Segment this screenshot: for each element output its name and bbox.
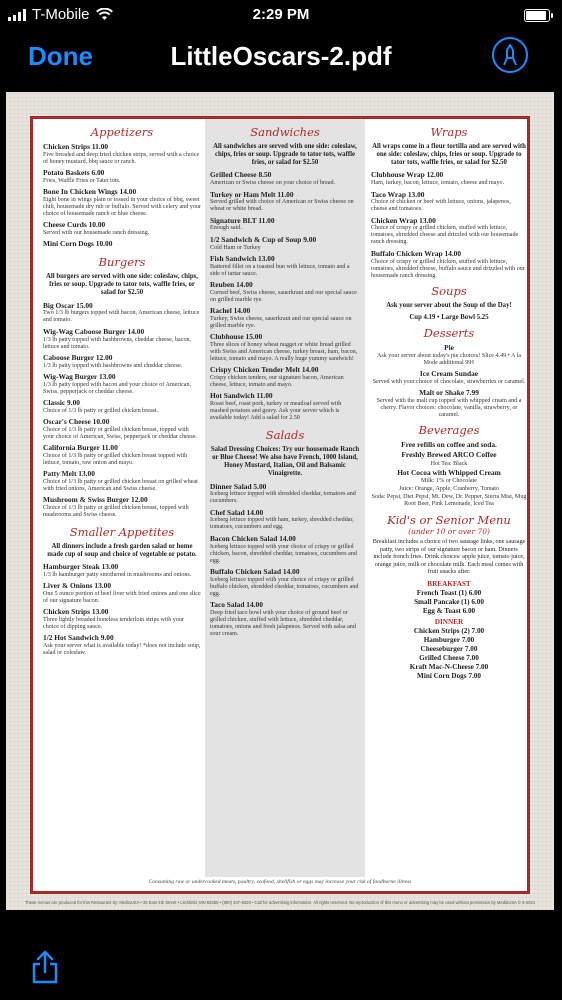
menu-item-name: Bacon Chicken Salad 14.00 <box>210 533 296 543</box>
menu-column-right <box>371 123 527 681</box>
menu-item-description: Iceberg lettuce topped with your choice of crispy or grilled buffalo chicken, shredded cheddar, tomatoes, cucumbers and egg. <box>210 576 359 597</box>
kids-breakfast-list <box>371 589 527 616</box>
sandwiches-title: Sandwiches <box>250 125 320 139</box>
menu-item-name: Signature BLT 11.00 <box>210 215 275 225</box>
kids-menu-subtitle: (under 10 or over 70) <box>408 527 490 537</box>
menu-item-description: Ham, turkey, bacon, lettuce, tomato, cheese and mayo. <box>371 180 505 187</box>
menu-item-description: Corned beef, Swiss cheese, sauerkraut and our special sauce on grilled marble rye. <box>210 289 357 303</box>
nav-bar <box>0 32 562 82</box>
menu-item <box>43 240 201 249</box>
menu-item-name: Mini Corn Dogs 10.00 <box>43 239 113 249</box>
menu-item <box>43 143 201 166</box>
menu-item-description: Choice of crispy or grilled chicken, stuffed with lettuce, tomatoes, shredded cheese, buffalo sauce and drizzled with our housemade ranch dressing. <box>371 258 525 279</box>
menu-item <box>43 418 201 441</box>
smaller-appetites-subtitle: All dinners include a fresh garden salad or home made cup of soup and choice of vegetable or potato. <box>47 542 197 559</box>
menu-item <box>210 535 360 565</box>
menu-item <box>43 582 201 605</box>
menu-item-description: Served grilled with choice of American or Swiss cheese on wheat or white bread. <box>210 199 354 213</box>
menu-card <box>30 116 530 894</box>
menu-item-description: Choice of 1/3 lb patty or grilled chicken breast on grilled wheat with fried onions, American and Swiss cheese. <box>43 478 198 492</box>
menu-item <box>371 344 527 367</box>
status-time: 2:29 PM <box>252 6 310 23</box>
menu-item-name: Clubhouse 15.00 <box>210 331 263 341</box>
menu-item <box>210 568 360 598</box>
menu-item-name: Caboose Burger 12.00 <box>43 352 113 362</box>
menu-item-description: Choice of 1/3 lb patty or grilled chicken breast, topped with your choice of American, Swiss, pepperjack or cheddar cheese. <box>43 426 198 440</box>
salads-list <box>210 483 360 638</box>
kids-dinner-item: Kraft Mac-N-Cheese 7.00 <box>409 662 489 671</box>
menu-item-description: Eight bone in wings plain or tossed in your choice of bbq, sweet chili, housemade dry rub or buffalo. Served with celery and your choice of housemade ranch or blue cheese. <box>43 197 201 217</box>
kids-dinner-list <box>371 627 527 681</box>
menu-item-name: Grilled Cheese 8.50 <box>210 170 272 180</box>
menu-item <box>43 444 201 467</box>
menu-item <box>210 483 360 506</box>
menu-item <box>43 169 201 185</box>
menu-column-middle <box>205 119 365 877</box>
menu-item-description: Two 1/3 lb burgers topped with bacon, American cheese, lettuce and tomato. <box>43 310 200 324</box>
food-safety-note: Consuming raw or undercooked meats, poultry, seafood, shellfish or eggs may increase your risk of foodborne illness <box>148 879 412 885</box>
legal-footer: These menus are produced for this Restaurant by: MediaUSA • 35 East 4th Street • Litchfield, MN 55355 • (800) 347-8526 • Call for advertising information. All rights reserved. No reproduction of this menu or advertising may be used without permission by MediaUSA © 9-2021 <box>24 900 536 905</box>
menu-item-name: Big Oscar 15.00 <box>43 300 93 310</box>
menu-item-name: Chef Salad 14.00 <box>210 507 264 517</box>
menu-item-name: Reuben 14.00 <box>210 279 253 289</box>
menu-item-name: Crispy Chicken Tender Melt 14.00 <box>210 364 319 374</box>
menu-item-description: 1/3 lb patty topped with bacon and your choice of American, Swiss, pepperjack or cheddar cheese. <box>43 381 192 395</box>
desserts-title: Desserts <box>423 325 475 340</box>
menu-item-name: Potato Baskets 6.00 <box>43 168 105 178</box>
menu-item-description: Battered fillet on a toasted bun with lettuce, tomato and a side of tartar sauce. <box>210 263 350 277</box>
menu-item-description: Enough said. <box>210 225 242 232</box>
beverage-line: Freshly Brewed ARCO Coffee <box>401 449 497 459</box>
menu-item-description: Choice of 1/3 lb patty or grilled chicken breast topped with lettuce, tomato, raw onion and mayo. <box>43 452 188 466</box>
menu-item <box>43 399 201 415</box>
kids-breakfast-item: Small Pancake (1) 6.00 <box>414 597 484 606</box>
share-icon <box>30 950 60 984</box>
smaller-appetites-list <box>43 563 201 657</box>
menu-item <box>43 354 201 370</box>
menu-item-name: Wig-Wag Caboose Burger 14.00 <box>43 326 145 336</box>
menu-item <box>210 366 360 389</box>
menu-item <box>371 191 527 214</box>
kids-breakfast-item: Egg & Toast 6.00 <box>422 606 476 615</box>
menu-item-name: Hamburger Steak 13.00 <box>43 562 119 572</box>
menu-item-name: Rachel 14.00 <box>210 305 251 315</box>
menu-item-description: One 5 ounce portion of beef liver with fried onions and one slice of our signature bacon. <box>43 591 201 605</box>
beverage-line: Hot Tea: Black <box>430 460 468 467</box>
menu-item-name: Turkey or Ham Melt 11.00 <box>210 189 294 199</box>
burgers-list <box>43 302 201 519</box>
soups-line-2: Cup 4.19 • Large Bowl 5.25 <box>409 313 489 321</box>
menu-item <box>210 171 360 187</box>
battery-icon <box>524 9 550 22</box>
menu-item-name: Taco Salad 14.00 <box>210 599 263 609</box>
menu-item-name: Malt or Shake 7.99 <box>419 387 479 397</box>
menu-item <box>43 496 201 519</box>
menu-item <box>43 328 201 351</box>
menu-item <box>210 191 360 214</box>
menu-item-name: Buffalo Chicken Salad 14.00 <box>210 566 300 576</box>
menu-item-description: Choice of chicken or beef with lettuce, onions, jalapenos, cheese and tomatoes. <box>371 199 511 213</box>
soups-title: Soups <box>431 283 467 298</box>
wraps-list <box>371 171 527 279</box>
document-title: LittleOscars-2.pdf <box>170 41 392 71</box>
beverage-line: Hot Cocoa with Whipped Cream <box>397 467 501 477</box>
menu-item-description: Choice of crispy or grilled chicken, stuffed with lettuce, tomatoes, shredded cheese and drizzled with our housemade ranch dressing. <box>371 225 519 246</box>
kids-dinner-item: Grilled Cheese 7.00 <box>419 653 479 662</box>
menu-item <box>210 217 360 233</box>
wraps-subtitle: All wraps come in a flour tortilla and are served with one side: coleslaw, chips, fries or soup. Upgrade to tator tots, waffle fries, or salad for $2.50 <box>372 143 526 167</box>
menu-item-name: Cheese Curds 10.00 <box>43 220 106 230</box>
menu-item <box>210 509 360 532</box>
menu-item-description: Ask your server about today's pie choices! Slice 4.49 • A la Mode additional 99¢ <box>376 352 522 366</box>
menu-item-description: Roast beef, roast pork, turkey or meatloaf served with mashed potatoes and gravy. Ask your server which is available today! Add a salad for 2.50 <box>210 400 342 421</box>
dinner-label: DINNER <box>434 617 464 626</box>
wraps-title: Wraps <box>430 125 468 139</box>
desserts-list <box>371 344 527 419</box>
kids-dinner-item: Hamburger 7.00 <box>423 635 475 644</box>
menu-item-name: Chicken Wrap 13.00 <box>371 215 436 225</box>
beverages-title: Beverages <box>418 422 480 437</box>
markup-pen-icon <box>500 44 520 66</box>
menu-item-name: 1/2 Sandwich & Cup of Soup 9.00 <box>210 234 317 244</box>
menu-item-name: Taco Wrap 13.00 <box>371 189 425 199</box>
menu-item <box>210 601 360 638</box>
menu-item <box>43 634 201 657</box>
menu-item-description: 1/3 lb patty topped with hashbrowns, cheddar cheese, bacon, lettuce and tomato. <box>43 336 192 350</box>
menu-item-description: Served with your choice of chocolate, strawberries or caramel. <box>372 378 526 385</box>
sandwiches-subtitle: All sandwiches are served with one side: coleslaw, chips, fries or soup. Upgrade to tator tots, waffle fries, or salad for $2.50 <box>213 143 357 167</box>
appetizers-list <box>43 143 201 249</box>
beverage-line: Free refills on coffee and soda. <box>401 439 497 449</box>
markup-button[interactable] <box>492 37 528 73</box>
menu-item-name: Dinner Salad 5.00 <box>210 481 267 491</box>
sandwiches-list <box>210 171 360 421</box>
menu-item <box>210 333 360 363</box>
burgers-subtitle: All burgers are served with one side: coleslaw, chips, fries or soup. Upgrade to tator tots, waffle fries, or salad for $2.50 <box>45 273 199 297</box>
menu-item-description: 1/3 lb hamburger patty smothered in mushrooms and onions. <box>43 572 192 579</box>
kids-dinner-item: Mini Corn Dogs 7.00 <box>417 671 481 680</box>
menu-item-description: Choice of 1/3 lb patty or grilled chicken breast. <box>43 407 159 414</box>
menu-item-name: Pie <box>444 342 454 352</box>
menu-item-name: Liver & Onions 13.00 <box>43 581 112 591</box>
menu-item <box>43 302 201 325</box>
menu-item-description: Deep fried taco bowl with your choice of ground beef or grilled chicken, stuffed with lettuce, shredded cheddar, tomatoes, onions and fresh jalapenos. Served with salsa and sour cream. <box>210 609 356 637</box>
smaller-appetites-title: Smaller Appetites <box>69 524 175 539</box>
beverage-line: Milk: 1% or Chocolate <box>420 478 478 485</box>
menu-item-description: Served with our housemade ranch dressing. <box>43 230 150 237</box>
menu-item-description: Five breaded and deep fried chicken strips, served with a choice of honey mustard, bbq sauce or ranch. <box>43 151 200 165</box>
salads-subtitle: Salad Dressing Choices: Try our housemade Ranch or Blue Cheese! We also have French, 1000 Island, Honey Mustard, Italian, Oil and Balsamic Vinaigrette. <box>210 445 360 478</box>
menu-item-name: Hot Sandwich 11.00 <box>210 391 273 401</box>
beverages-list <box>371 441 527 509</box>
kids-menu-description: Breakfast includes a choice of two sausage links, one sausage patty, two strips of our signature bacon or ham. Dinners include french fries. Drink choices: apple juice, tomato juice, orange juice, milk or chocolate milk. Each meal comes with fruit snacks after. <box>372 538 526 576</box>
menu-item <box>210 255 360 278</box>
menu-item <box>43 470 201 493</box>
kids-breakfast-item: French Toast (1) 6.00 <box>416 588 482 597</box>
menu-item <box>371 171 527 187</box>
menu-item-description: Turkey, Swiss cheese, sauerkraut and our special sauce on grilled marble rye. <box>210 315 352 329</box>
menu-item-name: Classic 9.00 <box>43 397 80 407</box>
menu-item-description: Fries, Waffle Fries or Tater tots. <box>43 177 121 184</box>
menu-item-description: Three slices of honey wheat nugget or white bread grilled with Swiss and American cheese, turkey breast, ham, bacon, lettuce, tomato and mayo. A really huge yummy sandwich! <box>210 341 358 362</box>
menu-item-description: Served with the malt cup topped with whipped cream and a cherry. Flavor choices: chocolate, vanilla, strawberry, or caramel. <box>376 397 522 418</box>
menu-column-left <box>43 123 201 661</box>
menu-item <box>210 392 360 422</box>
menu-item-description: Iceberg lettuce topped with ham, turkey, shredded cheddar, tomatoes, cucumbers and egg. <box>210 517 354 531</box>
salads-title: Salads <box>265 427 305 442</box>
menu-item-name: Oscar's Cheese 10.00 <box>43 416 110 426</box>
menu-item <box>43 563 201 579</box>
menu-item-name: Wig-Wag Burger 13.00 <box>43 371 116 381</box>
menu-item-description: Ask your server what is available today! *does not include soup, salad or coleslaw. <box>43 643 201 657</box>
menu-item-name: Patty Melt 13.00 <box>43 469 95 479</box>
menu-item <box>43 373 201 396</box>
menu-item <box>210 281 360 304</box>
menu-item <box>371 370 527 386</box>
menu-item-name: Ice Cream Sundae <box>419 368 479 378</box>
carrier-label: T-Mobile <box>32 6 90 23</box>
menu-item-name: Mushroom & Swiss Burger 12.00 <box>43 495 148 505</box>
menu-item-name: California Burger 11.00 <box>43 442 118 452</box>
burgers-title: Burgers <box>98 255 146 270</box>
menu-item-description: Choice of 1/3 lb patty or grilled chicken breast, topped with mushrooms and Swiss cheese. <box>43 504 189 518</box>
menu-item-name: Fish Sandwich 13.00 <box>210 253 275 263</box>
menu-item-name: Chicken Strips 13.00 <box>43 607 109 617</box>
menu-item-name: Clubhouse Wrap 12.00 <box>371 170 444 180</box>
menu-item <box>43 188 201 218</box>
menu-item-name: 1/2 Hot Sandwich 9.00 <box>43 633 114 643</box>
menu-item-description: Crispy chicken tenders, our signature bacon, American cheese, lettuce, tomato and mayo. <box>210 374 344 388</box>
kids-menu-title: Kid's or Senior Menu <box>387 513 511 528</box>
menu-item <box>371 250 527 280</box>
menu-item-name: Chicken Strips 11.00 <box>43 142 109 151</box>
menu-item-description: Iceberg lettuce topped with shredded cheddar, tomatoes and cucumbers. <box>210 491 356 505</box>
pdf-page[interactable] <box>6 92 554 910</box>
share-button[interactable] <box>30 950 60 984</box>
appetizers-title: Appetizers <box>90 125 154 139</box>
menu-item-description: Iceberg lettuce topped with your choice of crispy or grilled chicken, bacon, shredded cheddar, tomatoes, cucumbers and egg. <box>210 543 357 564</box>
menu-item-description: 1/3 lb patty topped with hashbrowns and cheddar cheese. <box>43 362 183 369</box>
menu-item <box>210 307 360 330</box>
menu-item-description: Three lightly breaded boneless tenderloin strips with your choice of dipping sauce. <box>43 617 184 631</box>
soups-line-1: Ask your server about the Soup of the Day! <box>386 301 512 309</box>
beverage-line: Juice: Orange, Apple, Cranberry, Tomato <box>398 486 500 493</box>
kids-dinner-item: Cheeseburger 7.00 <box>420 644 478 653</box>
menu-item-description: American or Swiss cheese on your choice of bread. <box>210 180 336 187</box>
menu-item <box>43 608 201 631</box>
kids-dinner-item: Chicken Strips (2) 7.00 <box>413 626 485 635</box>
menu-item <box>371 217 527 247</box>
beverage-line: Soda: Pepsi, Diet Pepsi, Mt. Dew, Dr. Pepper, Sierra Mist, Mug Root Beer, Pink Lemonade, Iced Tea <box>371 494 527 508</box>
menu-item-name: Bone In Chicken Wings 14.00 <box>43 187 137 197</box>
done-button[interactable]: Done <box>28 41 93 71</box>
menu-item-name: Buffalo Chicken Wrap 14.00 <box>371 248 462 258</box>
menu-item-description: Cold Ham or Turkey <box>210 244 261 251</box>
menu-item <box>43 221 201 237</box>
breakfast-label: BREAKFAST <box>427 579 471 588</box>
menu-item <box>371 389 527 419</box>
status-bar <box>0 0 562 32</box>
menu-item <box>210 236 360 252</box>
